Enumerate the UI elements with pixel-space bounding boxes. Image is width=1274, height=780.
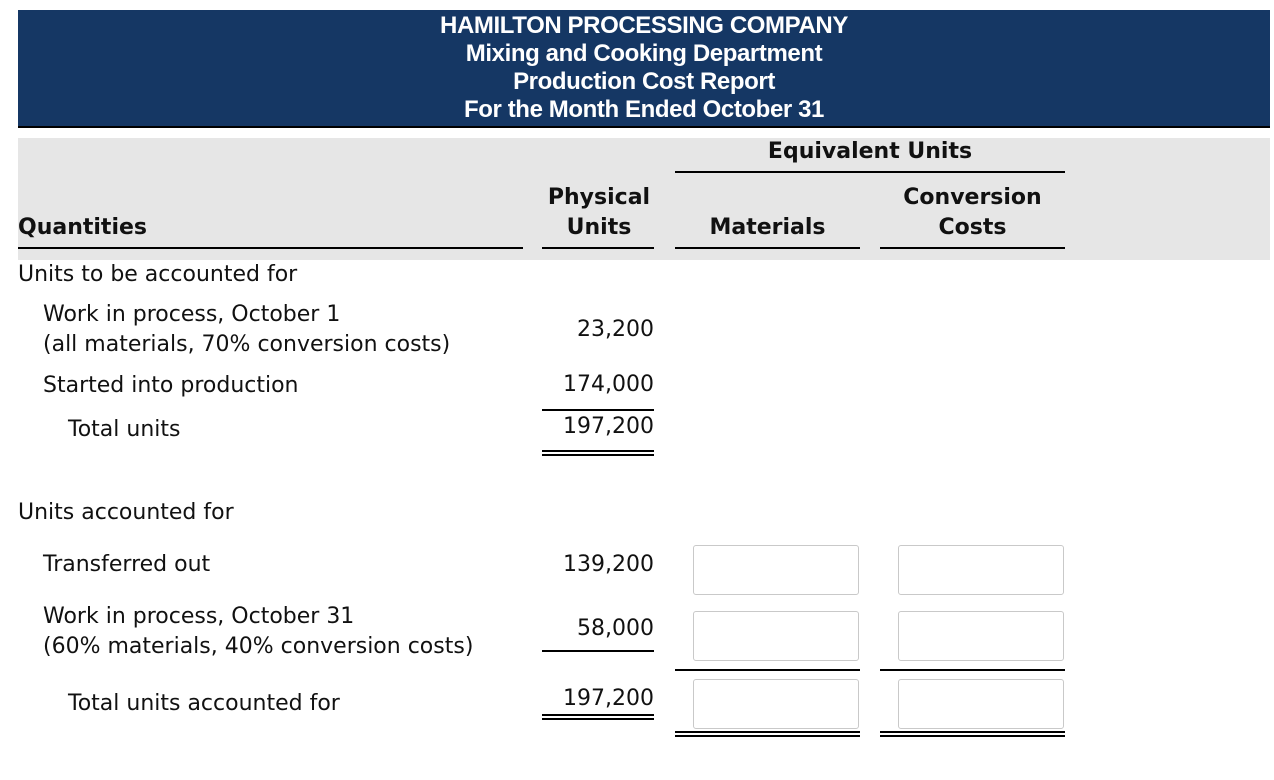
total-accounted-physical-double-rule: [542, 714, 654, 720]
wip-end-label-line1: Work in process, October 31: [43, 604, 355, 629]
wip-end-units: 58,000: [577, 616, 654, 641]
accounted-physical-rule: [542, 650, 654, 652]
total-units-label: Total units: [68, 417, 181, 442]
transferred-out-conversion-input[interactable]: [898, 545, 1064, 595]
department-name: Mixing and Cooking Department: [465, 40, 823, 67]
wip-end-materials-input[interactable]: [693, 611, 859, 661]
physical-units-header-line1: Physical: [547, 185, 651, 210]
conversion-rule: [880, 247, 1065, 249]
accounted-conversion-rule: [880, 669, 1065, 671]
total-units-rule: [542, 409, 654, 411]
wip-begin-label-line1: Work in process, October 1: [43, 302, 341, 327]
units-to-be-accounted-heading: Units to be accounted for: [18, 262, 298, 287]
conversion-costs-header-line2: Costs: [938, 215, 1007, 240]
conversion-costs-header-line1: Conversion: [903, 185, 1042, 210]
equivalent-units-header: Equivalent Units: [767, 139, 973, 164]
total-accounted-materials-double-rule: [675, 731, 860, 737]
transferred-out-units: 139,200: [563, 552, 654, 577]
report-period: For the Month Ended October 31: [463, 96, 824, 123]
total-accounted-label: Total units accounted for: [68, 691, 340, 716]
transferred-out-materials-input[interactable]: [693, 545, 859, 595]
total-accounted-units: 197,200: [563, 686, 654, 711]
started-units: 174,000: [563, 372, 654, 397]
physical-units-header-line2: Units: [566, 215, 632, 240]
total-units-value: 197,200: [563, 414, 654, 439]
quantities-rule: [18, 247, 523, 249]
equivalent-units-rule: [675, 171, 1065, 173]
transferred-out-label: Transferred out: [43, 552, 211, 577]
report-title: Production Cost Report: [513, 68, 775, 95]
physical-units-rule: [542, 247, 654, 249]
company-name: HAMILTON PROCESSING COMPANY: [440, 12, 848, 39]
wip-end-conversion-input[interactable]: [898, 611, 1064, 661]
header-divider: [18, 126, 1270, 128]
total-units-double-rule: [542, 450, 654, 456]
materials-header: Materials: [709, 215, 826, 240]
report-header: [18, 10, 1270, 126]
accounted-materials-rule: [675, 669, 860, 671]
wip-begin-units: 23,200: [577, 317, 654, 342]
total-accounted-conversion-double-rule: [880, 731, 1065, 737]
wip-begin-label-line2: (all materials, 70% conversion costs): [43, 332, 451, 357]
units-accounted-for-heading: Units accounted for: [18, 500, 234, 525]
quantities-header: Quantities: [18, 215, 148, 240]
started-label: Started into production: [43, 373, 299, 398]
materials-rule: [675, 247, 860, 249]
total-accounted-conversion-input[interactable]: [898, 679, 1064, 729]
wip-end-label-line2: (60% materials, 40% conversion costs): [43, 634, 474, 659]
total-accounted-materials-input[interactable]: [693, 679, 859, 729]
